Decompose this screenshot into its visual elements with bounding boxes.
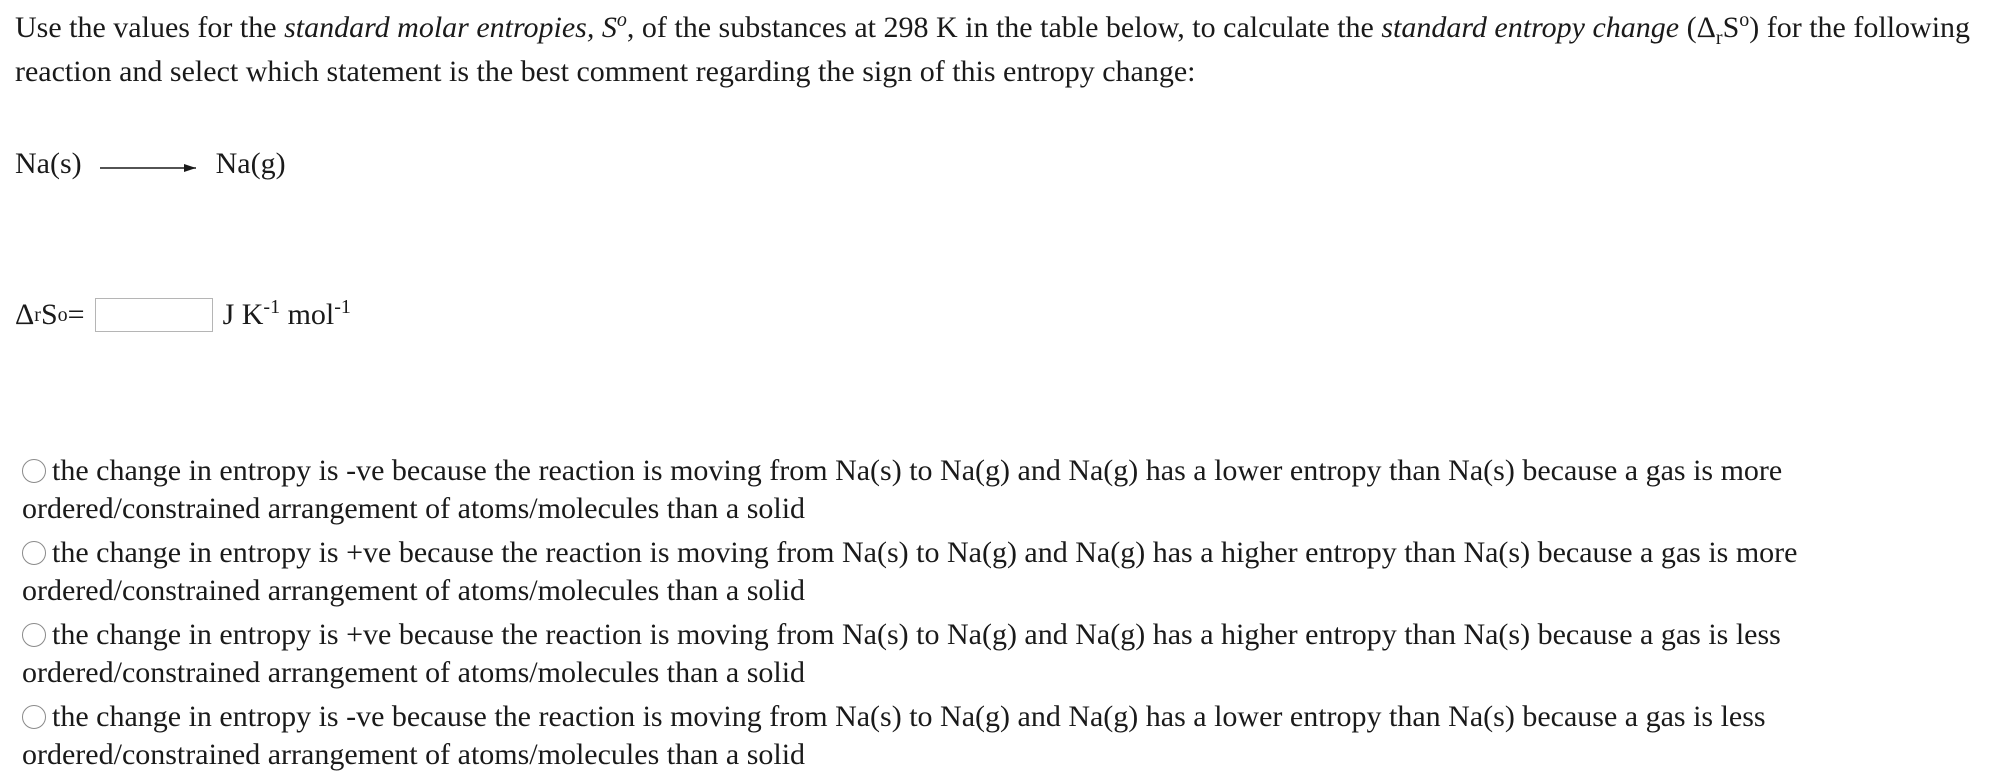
answer-row: Δ r S o = J $K^{-1}$ mol$^{-1}$ [15,296,351,331]
standard-molar-entropies-term: standard molar entropies, S [284,11,617,44]
reactant: Na(s) [15,147,82,180]
option-3[interactable] [22,616,1972,692]
option-label: the change in entropy is -ve because the reaction is moving from Na(s) to Na(g) and Na(g) has a lower entropy than Na(s) because a gas is more ordered/constrained arrangement of atoms/molecules than a solid [22,454,1783,525]
option-label: the change in entropy is +ve because the reaction is moving from Na(s) to Na(g) and Na(g) has a higher entropy than Na(s) because a gas is less ordered/constrained arrangement of atoms/molecules than a solid [22,618,1781,689]
unit-label [223,298,351,332]
question-text-part: ) for the following reaction and select which statement is the best comment regarding the sign of this entropy change: [15,11,1971,88]
reaction-equation [15,142,286,186]
unit-j-k: J K [222,298,264,331]
reaction-arrow-icon [100,161,200,175]
equals-sign: = [67,298,85,331]
superscript-o: o [616,9,627,31]
question-text-part: , of the substances at 298 K in the table below, to calculate the [626,11,1382,44]
option-2[interactable] [22,534,1972,610]
radio-button[interactable] [22,705,46,729]
delta-symbol: Δ [15,298,35,331]
unit-exponent: -1 [263,296,281,318]
question-text-part: S [1722,11,1740,44]
standard-entropy-change-term: standard entropy change [1381,11,1680,44]
question-text-part: (Δ [1679,11,1716,44]
radio-button[interactable] [22,541,46,565]
unit-exponent: -1 [334,296,351,318]
superscript-o: o [1739,9,1750,31]
unit-mol: mol [280,298,335,331]
entropy-change-input[interactable] [95,298,213,332]
option-1[interactable] [22,452,1972,528]
option-label: the change in entropy is -ve because the reaction is moving from Na(s) to Na(g) and Na(g) has a lower entropy than Na(s) because a gas is less ordered/constrained arrangement of atoms/molecules than a solid [22,700,1766,771]
answer-options [22,452,1972,780]
product: Na(g) [215,147,286,180]
radio-button[interactable] [22,459,46,483]
option-4[interactable] [22,698,1972,774]
question-text-part: Use the values for the [15,11,285,44]
subscript-r: r [1715,27,1723,49]
entropy-symbol: S [40,298,58,331]
radio-button[interactable] [22,623,46,647]
question-text [15,6,1975,94]
option-label: the change in entropy is +ve because the reaction is moving from Na(s) to Na(g) and Na(g) has a higher entropy than Na(s) because a gas is more ordered/constrained arrangement of atoms/molecules than a solid [22,536,1798,607]
